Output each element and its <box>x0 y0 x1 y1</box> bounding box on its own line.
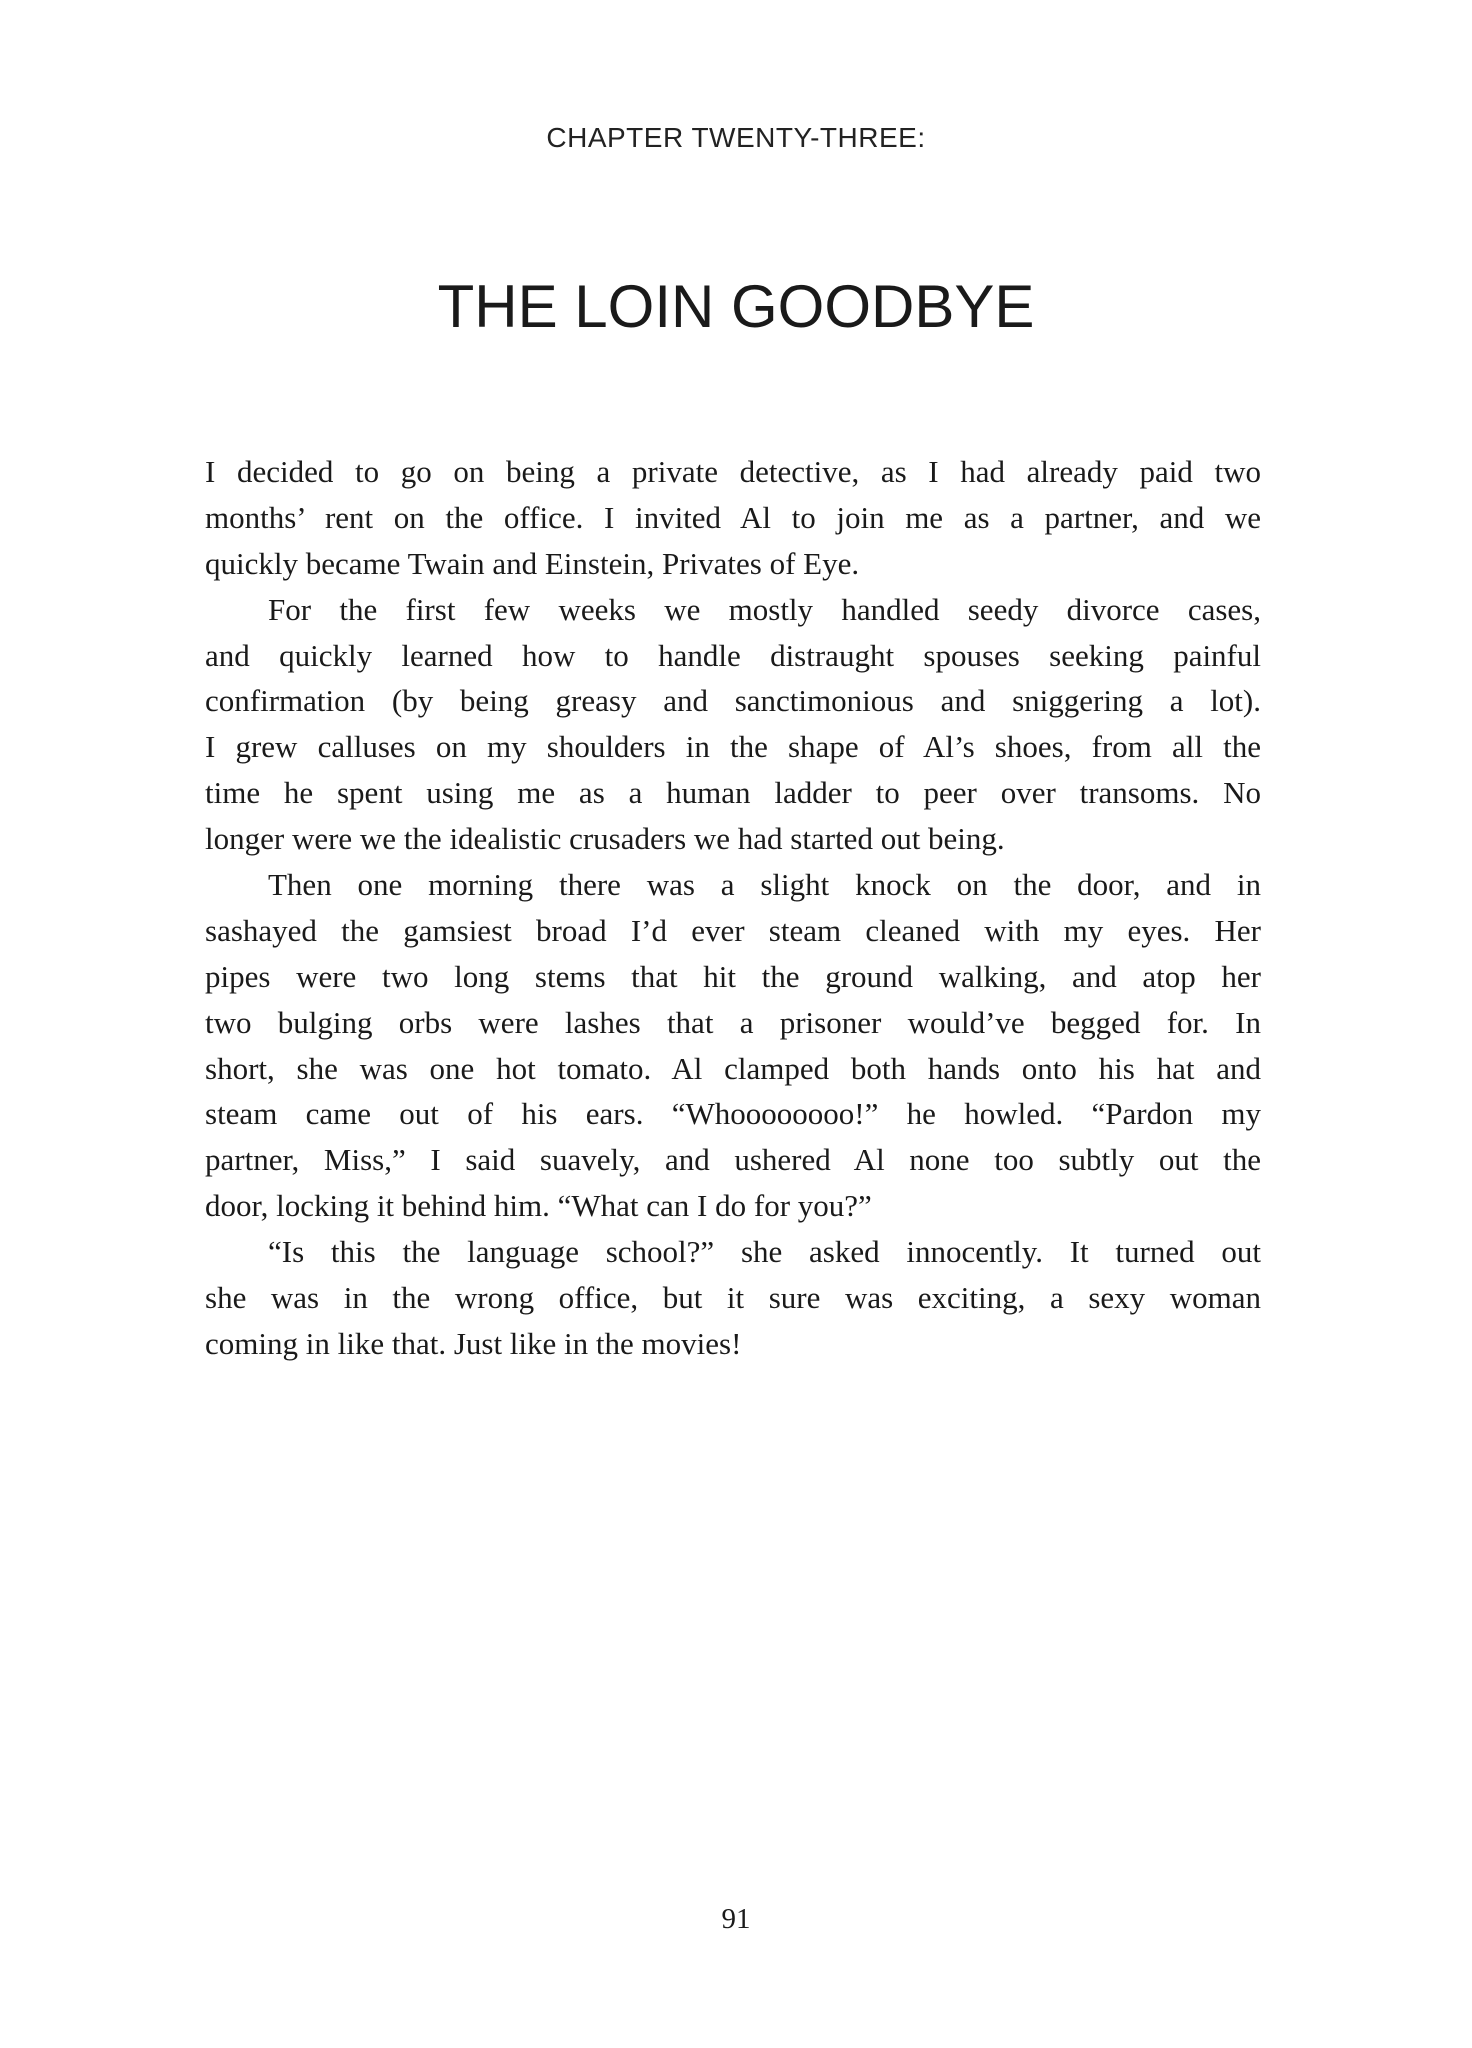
page-number: 91 <box>721 1903 751 1935</box>
text-line: quickly became Twain and Einstein, Privates of Eye. <box>205 545 860 581</box>
text-line: confirmation (by being greasy and sanctimonious and sniggering a lot). <box>205 683 1261 719</box>
text-line: time he spent using me as a human ladder to peer over transoms. No <box>205 775 1261 811</box>
text-line: longer were we the idealistic crusaders we had started out being. <box>205 821 1005 857</box>
text-line: pipes were two long stems that hit the ground walking, and atop her <box>205 958 1261 994</box>
text-line: sashayed the gamsiest broad I’d ever steam cleaned with my eyes. Her <box>205 912 1261 948</box>
text-line: months’ rent on the office. I invited Al to join me as a partner, and we <box>205 499 1261 535</box>
text-line: I grew calluses on my shoulders in the shape of Al’s shoes, from all the <box>205 729 1261 765</box>
text-line: “Is this the language school?” she asked innocently. It turned out <box>268 1234 1261 1270</box>
text-line: For the first few weeks we mostly handled seedy divorce cases, <box>268 591 1261 627</box>
paragraph <box>205 1229 1261 1367</box>
text-line: short, she was one hot tomato. Al clamped both hands onto his hat and <box>205 1050 1261 1086</box>
text-line: steam came out of his ears. “Whoooooooo!” he howled. “Pardon my <box>205 1096 1261 1132</box>
paragraph <box>205 587 1261 862</box>
text-line: I decided to go on being a private detective, as I had already paid two <box>205 454 1261 489</box>
text-line: and quickly learned how to handle distraught spouses seeking painful <box>205 637 1261 673</box>
text-line: she was in the wrong office, but it sure was exciting, a sexy woman <box>205 1280 1261 1316</box>
chapter-body <box>205 449 1261 1367</box>
text-line: partner, Miss,” I said suavely, and ushered Al none too subtly out the <box>205 1142 1261 1178</box>
text-line: door, locking it behind him. “What can I do for you?” <box>205 1188 872 1224</box>
chapter-title: THE LOIN GOODBYE <box>437 273 1035 340</box>
chapter-label: CHAPTER TWENTY-THREE: <box>546 122 926 153</box>
text-line: coming in like that. Just like in the movies! <box>205 1325 742 1361</box>
text-line: two bulging orbs were lashes that a prisoner would’ve begged for. In <box>205 1004 1261 1040</box>
text-line: Then one morning there was a slight knock on the door, and in <box>268 867 1261 903</box>
paragraph <box>205 862 1261 1229</box>
paragraph <box>205 449 1261 587</box>
